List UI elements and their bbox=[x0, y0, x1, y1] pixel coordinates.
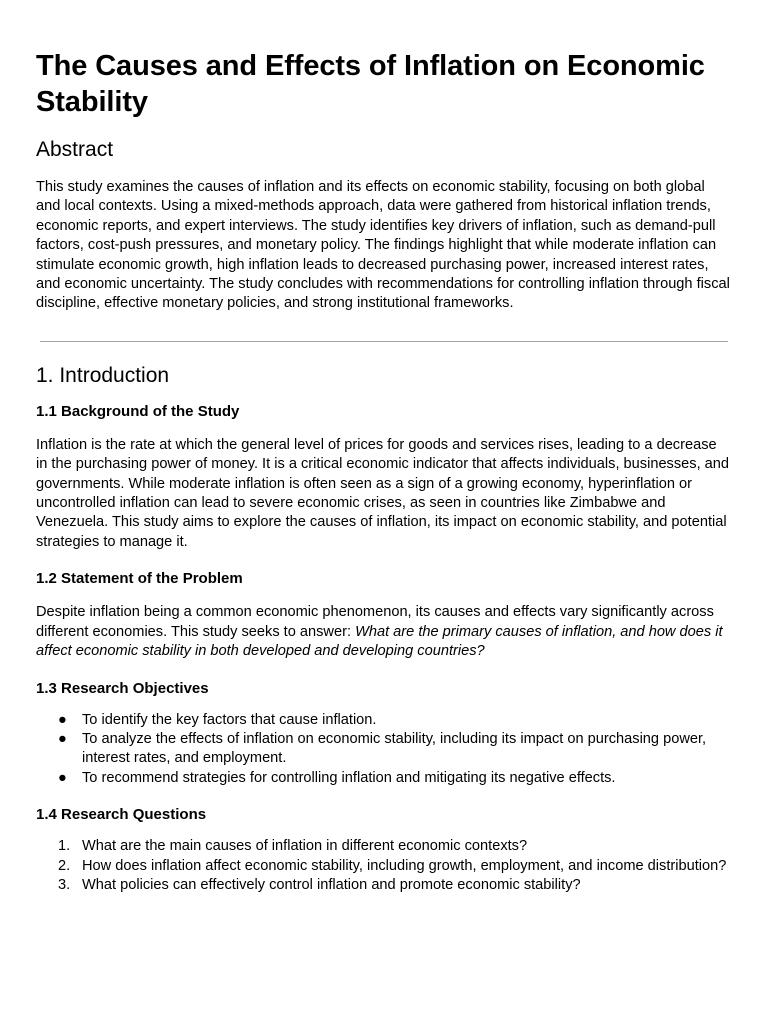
questions-heading: 1.4 Research Questions bbox=[36, 806, 207, 824]
list-item bbox=[58, 857, 732, 876]
document-title: The Causes and Effects of Inflation on Economic Stability bbox=[36, 50, 705, 118]
bullet-icon: ● bbox=[58, 711, 67, 728]
list-item bbox=[58, 876, 732, 895]
problem-text-lead: Despite inflation being a common economic phenomenon, its causes and effects vary significantly across different economies. This study seeks to answer: bbox=[36, 604, 714, 640]
list-number: 2. bbox=[58, 857, 71, 874]
bullet-icon: ● bbox=[58, 730, 67, 747]
list-item bbox=[58, 837, 732, 856]
problem-text bbox=[36, 603, 732, 661]
list-item bbox=[58, 730, 732, 769]
introduction-heading: 1. Introduction bbox=[36, 363, 170, 387]
list-item-text: What policies can effectively control inflation and promote economic stability? bbox=[82, 876, 581, 893]
questions-list bbox=[36, 837, 732, 895]
list-item-text: To recommend strategies for controlling inflation and mitigating its negative effects. bbox=[82, 769, 616, 786]
list-item-text: To analyze the effects of inflation on economic stability, including its impact on purchasing power, interest rates, and employment. bbox=[82, 730, 707, 767]
list-item bbox=[58, 711, 732, 730]
section-divider bbox=[40, 341, 728, 342]
list-item-text: To identify the key factors that cause inflation. bbox=[82, 711, 377, 728]
abstract-text: This study examines the causes of inflation and its effects on economic stability, focusing on both global and local contexts. Using a mixed-methods approach, data were gathered from historical inflation trends, economic reports, and expert interviews. The study identifies key drivers of inflation, such as demand-pull factors, cost-push pressures, and monetary policy. The findings highlight that while moderate inflation can stimulate economic growth, high inflation leads to decreased purchasing power, increased interest rates, and economic uncertainty. The study concludes with recommendations for controlling inflation through fiscal discipline, effective monetary policies, and strong institutional frameworks. bbox=[36, 179, 730, 312]
problem-heading: 1.2 Statement of the Problem bbox=[36, 570, 243, 588]
abstract-heading: Abstract bbox=[36, 138, 114, 161]
problem-question: What are the primary causes of inflation, and how does it affect economic stability in both developed and developing countries? bbox=[36, 623, 723, 660]
objectives-heading: 1.3 Research Objectives bbox=[36, 679, 209, 697]
background-heading: 1.1 Background of the Study bbox=[36, 402, 240, 420]
bullet-icon: ● bbox=[58, 769, 67, 786]
list-item-text: How does inflation affect economic stability, including growth, employment, and income distribution? bbox=[82, 857, 727, 874]
background-text: Inflation is the rate at which the general level of prices for goods and services rises, leading to a decrease in the purchasing power of money. It is a critical economic indicator that affects individuals, businesses, and governments. While moderate inflation is often seen as a sign of a growing economy, hyperinflation or uncontrolled inflation can lead to severe economic crises, as seen in countries like Zimbabwe and Venezuela. This study aims to explore the causes of inflation, its impact on economic stability, and potential strategies to manage it. bbox=[36, 436, 730, 550]
list-number: 1. bbox=[58, 838, 71, 855]
list-item-text: What are the main causes of inflation in different economic contexts? bbox=[82, 838, 528, 855]
list-number: 3. bbox=[58, 876, 71, 893]
objectives-list bbox=[36, 711, 732, 789]
list-item bbox=[58, 769, 732, 788]
